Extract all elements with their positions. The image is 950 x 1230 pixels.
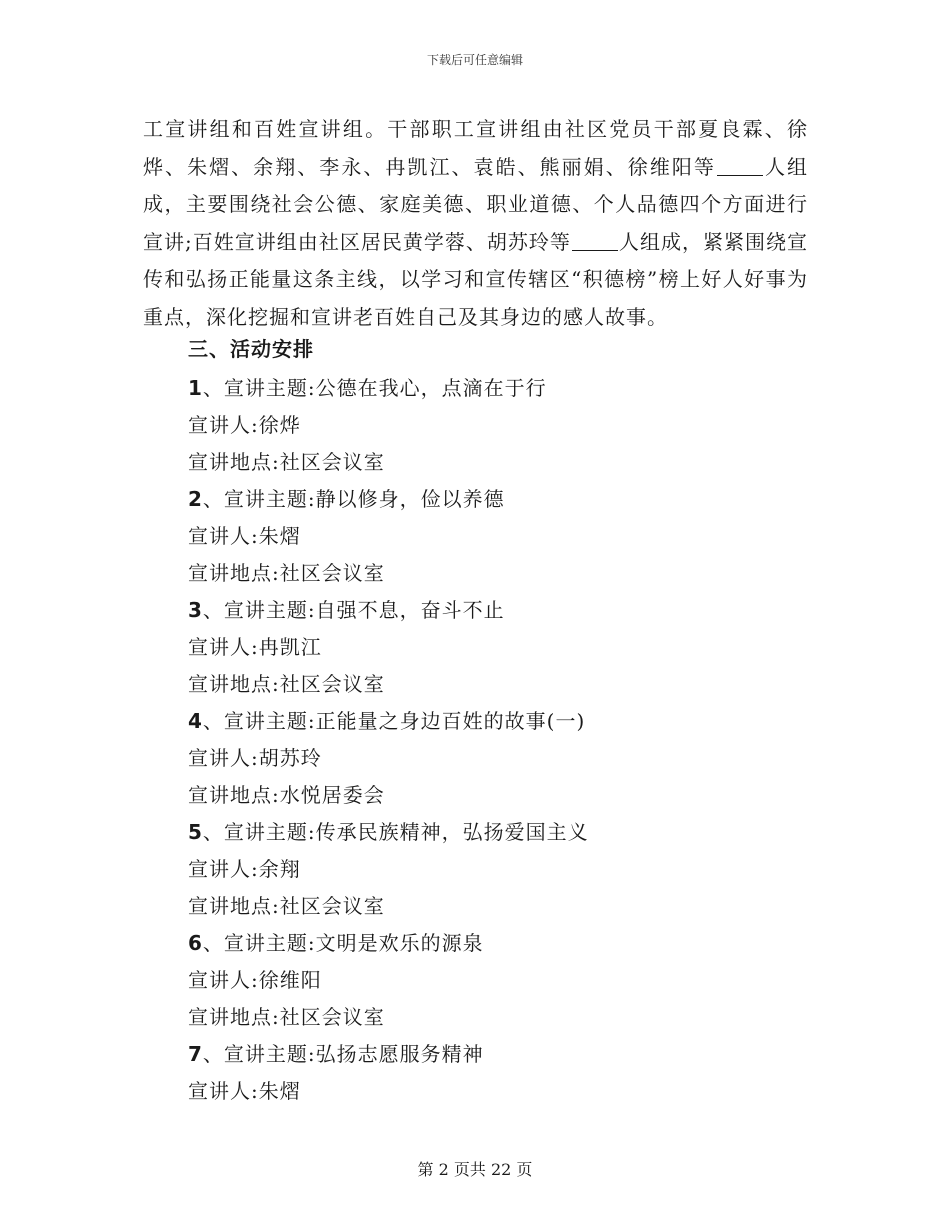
intro-text-2: 人组成，主要围绕社会公德、家庭美德、职业道德、个人品德四个方面进行宣讲;百姓宣讲组由社区居民黄学蓉、胡苏玲等: [143, 154, 809, 254]
activity-location: 宣讲地点:社区会议室: [188, 672, 385, 696]
intro-text-3: 人组成，紧紧围绕宣传和弘扬正能量这条主线，以学习和宣传辖区“积德榜”榜上好人好事为重点，深化挖掘和宣讲老百姓自己及其身边的感人故事。: [143, 229, 808, 329]
intro-paragraph: [143, 111, 808, 336]
activity-number: 5: [188, 820, 203, 844]
page-footer: 第 2 页共 22 页: [417, 1160, 533, 1179]
activity-topic-text: 、宣讲主题:自强不息，奋斗不止: [202, 598, 505, 622]
activity-speaker: 宣讲人:余翔: [188, 857, 301, 881]
activity-speaker: 宣讲人:胡苏玲: [188, 746, 322, 770]
activity-number: 4: [188, 709, 203, 733]
activity-topic: [188, 592, 808, 629]
activity-speaker: 宣讲人:朱熠: [188, 1079, 301, 1103]
activity-list: [188, 370, 808, 1110]
activity-speaker: 宣讲人:朱熠: [188, 524, 301, 548]
activity-number: 1: [188, 376, 203, 400]
activity-speaker: 宣讲人:徐烨: [188, 413, 301, 437]
activity-topic: [188, 925, 808, 962]
activity-location: 宣讲地点:社区会议室: [188, 1005, 385, 1029]
activity-topic-text: 、宣讲主题:传承民族精神，弘扬爱国主义: [202, 820, 589, 844]
activity-topic: [188, 1036, 808, 1073]
activity-number: 7: [188, 1042, 203, 1066]
activity-topic: [188, 703, 808, 740]
intro-text-1: 工宣讲组和百姓宣讲组。干部职工宣讲组由社区党员干部夏良霖、徐烨、朱熠、余翔、李永、冉凯江、袁皓、熊丽娟、徐维阳等: [143, 117, 808, 179]
activity-number: 2: [188, 487, 203, 511]
activity-speaker: 宣讲人:冉凯江: [188, 635, 322, 659]
activity-topic-text: 、宣讲主题:文明是欢乐的源泉: [202, 931, 484, 955]
activity-topic-text: 、宣讲主题:正能量之身边百姓的故事(一): [202, 709, 586, 733]
page-header: 下载后可任意编辑: [426, 53, 523, 67]
activity-number: 6: [188, 931, 203, 955]
activity-topic: [188, 370, 808, 407]
activity-speaker: 宣讲人:徐维阳: [188, 968, 322, 992]
activity-location: 宣讲地点:社区会议室: [188, 450, 385, 474]
blank-underline: [717, 155, 763, 176]
activity-topic-text: 、宣讲主题:弘扬志愿服务精神: [202, 1042, 484, 1066]
activity-topic: [188, 481, 808, 518]
activity-location: 宣讲地点:社区会议室: [188, 561, 385, 585]
blank-underline: [572, 230, 618, 251]
activity-topic-text: 、宣讲主题:静以修身，俭以养德: [202, 487, 505, 511]
activity-location: 宣讲地点:社区会议室: [188, 894, 385, 918]
activity-topic-text: 、宣讲主题:公德在我心，点滴在于行: [202, 376, 547, 400]
activity-number: 3: [188, 598, 203, 622]
activity-topic: [188, 814, 808, 851]
section-title: 三、活动安排: [188, 337, 314, 361]
activity-location: 宣讲地点:水悦居委会: [188, 783, 385, 807]
